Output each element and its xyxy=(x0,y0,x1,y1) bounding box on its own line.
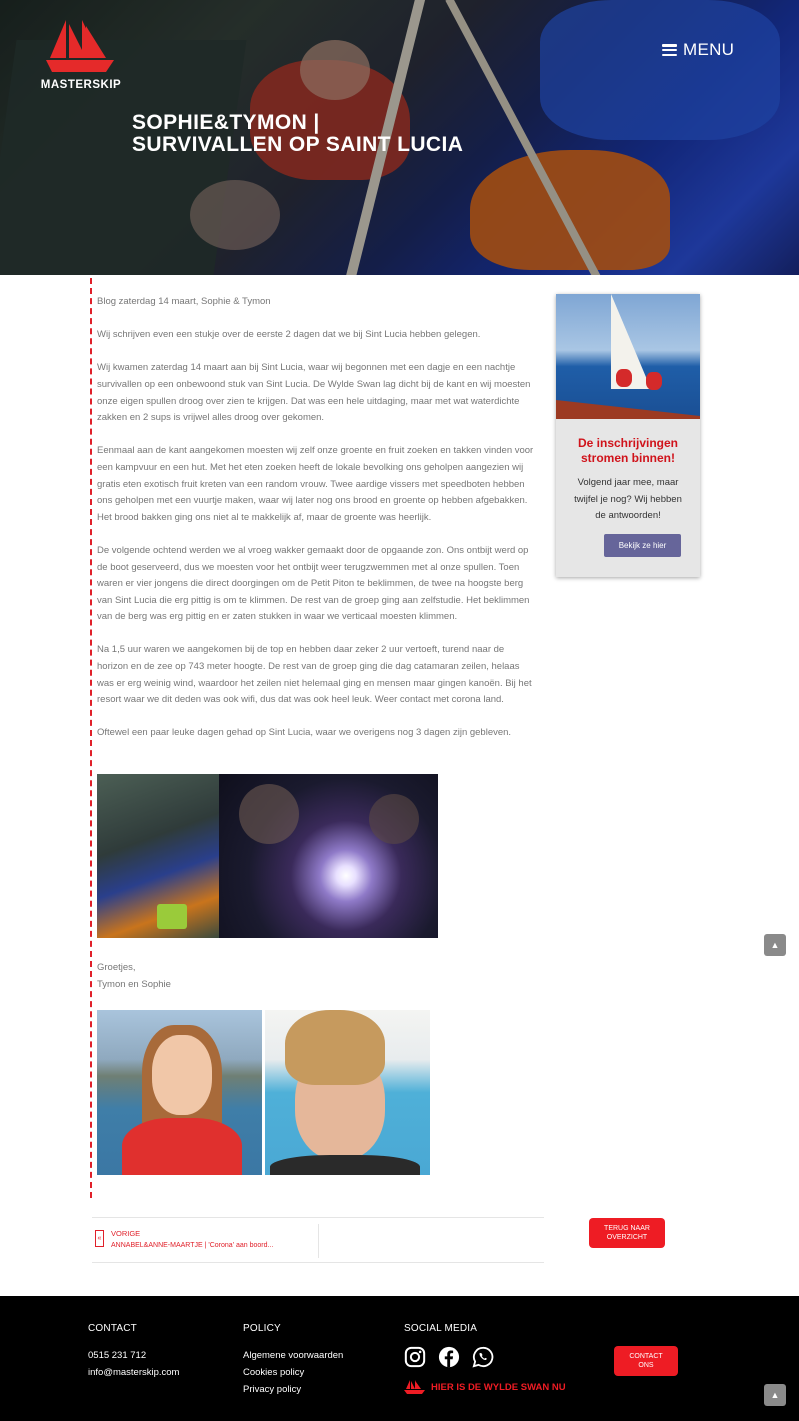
previous-arrow-icon[interactable]: « xyxy=(95,1230,104,1247)
page-title-line1: SOPHIE&TYMON | xyxy=(132,111,320,134)
email-link[interactable]: info@masterskip.com xyxy=(88,1367,180,1378)
nav-divider xyxy=(318,1224,319,1258)
contact-heading: CONTACT xyxy=(88,1323,137,1334)
article-paragraph: Wij kwamen zaterdag 14 maart aan bij Sint Lucia, waar wij begonnen met een dagje en een nachtje survivallen op een onbewoond stuk van Sint Lucia. De Wylde Swan lag dicht bij de kant en wij moesten onze eigen spullen droog over zien te krijgen. Dat was een hele uitdaging, maar met wat waterdichte zakken en 2 sups is vrijwel alles droog over gekomen. xyxy=(97,362,531,424)
terms-link[interactable]: Algemene voorwaarden xyxy=(243,1350,344,1361)
previous-label[interactable]: VORIGE xyxy=(111,1229,141,1238)
social-links xyxy=(404,1346,494,1368)
sailing-photo xyxy=(556,294,700,419)
cookies-link[interactable]: Cookies policy xyxy=(243,1367,305,1378)
hamburger-icon xyxy=(662,44,677,56)
tymon-photo[interactable] xyxy=(265,1010,430,1175)
article-body xyxy=(97,294,537,759)
article-paragraph: Oftewel een paar leuke dagen gehad op Sint Lucia, waar we overigens nog 3 dagen zijn gebleven. xyxy=(97,727,512,739)
privacy-link[interactable]: Privacy policy xyxy=(243,1384,302,1395)
masterskip-logo[interactable] xyxy=(36,18,126,94)
logo-text: MASTERSKIP xyxy=(40,79,122,91)
campfire-photo[interactable] xyxy=(219,774,438,938)
footer-contact xyxy=(88,1320,179,1381)
facebook-icon[interactable] xyxy=(438,1346,460,1368)
wylde-swan-tracker-link[interactable] xyxy=(404,1380,566,1394)
instagram-icon[interactable] xyxy=(404,1346,426,1368)
camp-photo[interactable] xyxy=(97,774,219,938)
greeting-line: Groetjes, xyxy=(97,962,136,973)
ship-logo-icon xyxy=(42,18,120,78)
footer xyxy=(0,1296,799,1421)
page-title xyxy=(132,112,463,156)
phone-link[interactable]: 0515 231 712 xyxy=(88,1350,147,1361)
chevron-up-icon: ▲ xyxy=(770,940,780,950)
post-navigation xyxy=(92,1217,544,1263)
footer-scroll-top-button[interactable] xyxy=(764,1384,786,1406)
ship-icon xyxy=(404,1380,426,1394)
menu-button[interactable] xyxy=(662,40,734,60)
article-photos xyxy=(97,774,438,938)
social-heading: SOCIAL MEDIA xyxy=(404,1323,478,1334)
article-greeting xyxy=(97,960,171,993)
chevron-up-icon: ▲ xyxy=(770,1390,780,1400)
promo-title: De inschrijvingen stromen binnen! xyxy=(577,436,679,465)
author-names: Tymon en Sophie xyxy=(97,978,171,990)
swan-link-label: HIER IS DE WYLDE SWAN NU xyxy=(431,1381,566,1393)
article-paragraph: Eenmaal aan de kant aangekomen moesten wij zelf onze groente en fruit zoeken en takken vinden voor een kampvuur en een hut. Met het eten zoeken heeft de lokale bevolking ons geholpen aangezien wij gratis eten exotisch fruit kreten van een random vrouw. Twee aardige vissers met speedboten hebben ons geholpen met een vuurtje maken, waar wij later nog ons brood en groente op hebben afgebakken. Het brood bakken ging ons niet al te makkelijk af, maar de groente was heerlijk. xyxy=(97,445,534,523)
page-title-line2: SURVIVALLEN OP SAINT LUCIA xyxy=(132,133,464,156)
footer-social xyxy=(404,1320,477,1347)
sophie-photo[interactable] xyxy=(97,1010,262,1175)
signup-promo-card xyxy=(556,294,700,577)
scroll-top-button[interactable] xyxy=(764,934,786,956)
article-paragraph: Wij schrijven even een stukje over de eerste 2 dagen dat we bij Sint Lucia hebben gelegen. xyxy=(97,329,481,341)
article-paragraph: Na 1,5 uur waren we aangekomen bij de top en hebben daar zeker 2 uur vertoeft, turend naar de horizon en de zee op 743 meter hoogte. De rest van de groep ging die dag catamaran zeilen, helaas was er erg weinig wind, waardoor het zeilen niet helemaal ging en mensen maar gingen kanoën. Bij het resort waar we dit deden was ook wifi, dus dat was ook heel leuk. Weer contact met corona land. xyxy=(97,644,532,706)
promo-text: Volgend jaar mee, maar twijfel je nog? Wij hebben de antwoorden! xyxy=(574,477,682,521)
promo-button[interactable]: Bekijk ze hier xyxy=(604,534,681,557)
previous-post-link[interactable]: ANNABEL&ANNE-MAARTJE | 'Corona' aan boord... xyxy=(111,1242,274,1249)
article-paragraph: De volgende ochtend werden we al vroeg wakker gemaakt door de opgaande zon. Ons ontbijt werd op de boot geserveerd, dus we moesten voor het ontbijt weer terugzwemmen met al onze spullen. Toen waren er vier jongens die direct doorgingen om de Petit Piton te beklimmen, de twee na hoogste berg van Sint Lucia die erg pittig is om te klimmen. De rest van de groep ging aan zelfstudie. Het beklimmen van de berg was erg pittig en er zaten stukken in waar we verticaal moesten klimmen. xyxy=(97,544,530,623)
contact-us-button[interactable]: CONTACT ONS xyxy=(614,1346,678,1376)
whatsapp-icon[interactable] xyxy=(472,1346,494,1368)
back-to-overview-button[interactable]: TERUG NAAR OVERZICHT xyxy=(589,1218,665,1248)
article-paragraph: Blog zaterdag 14 maart, Sophie & Tymon xyxy=(97,296,271,307)
menu-label: MENU xyxy=(683,40,735,59)
footer-policy xyxy=(243,1320,343,1398)
policy-heading: POLICY xyxy=(243,1323,281,1334)
